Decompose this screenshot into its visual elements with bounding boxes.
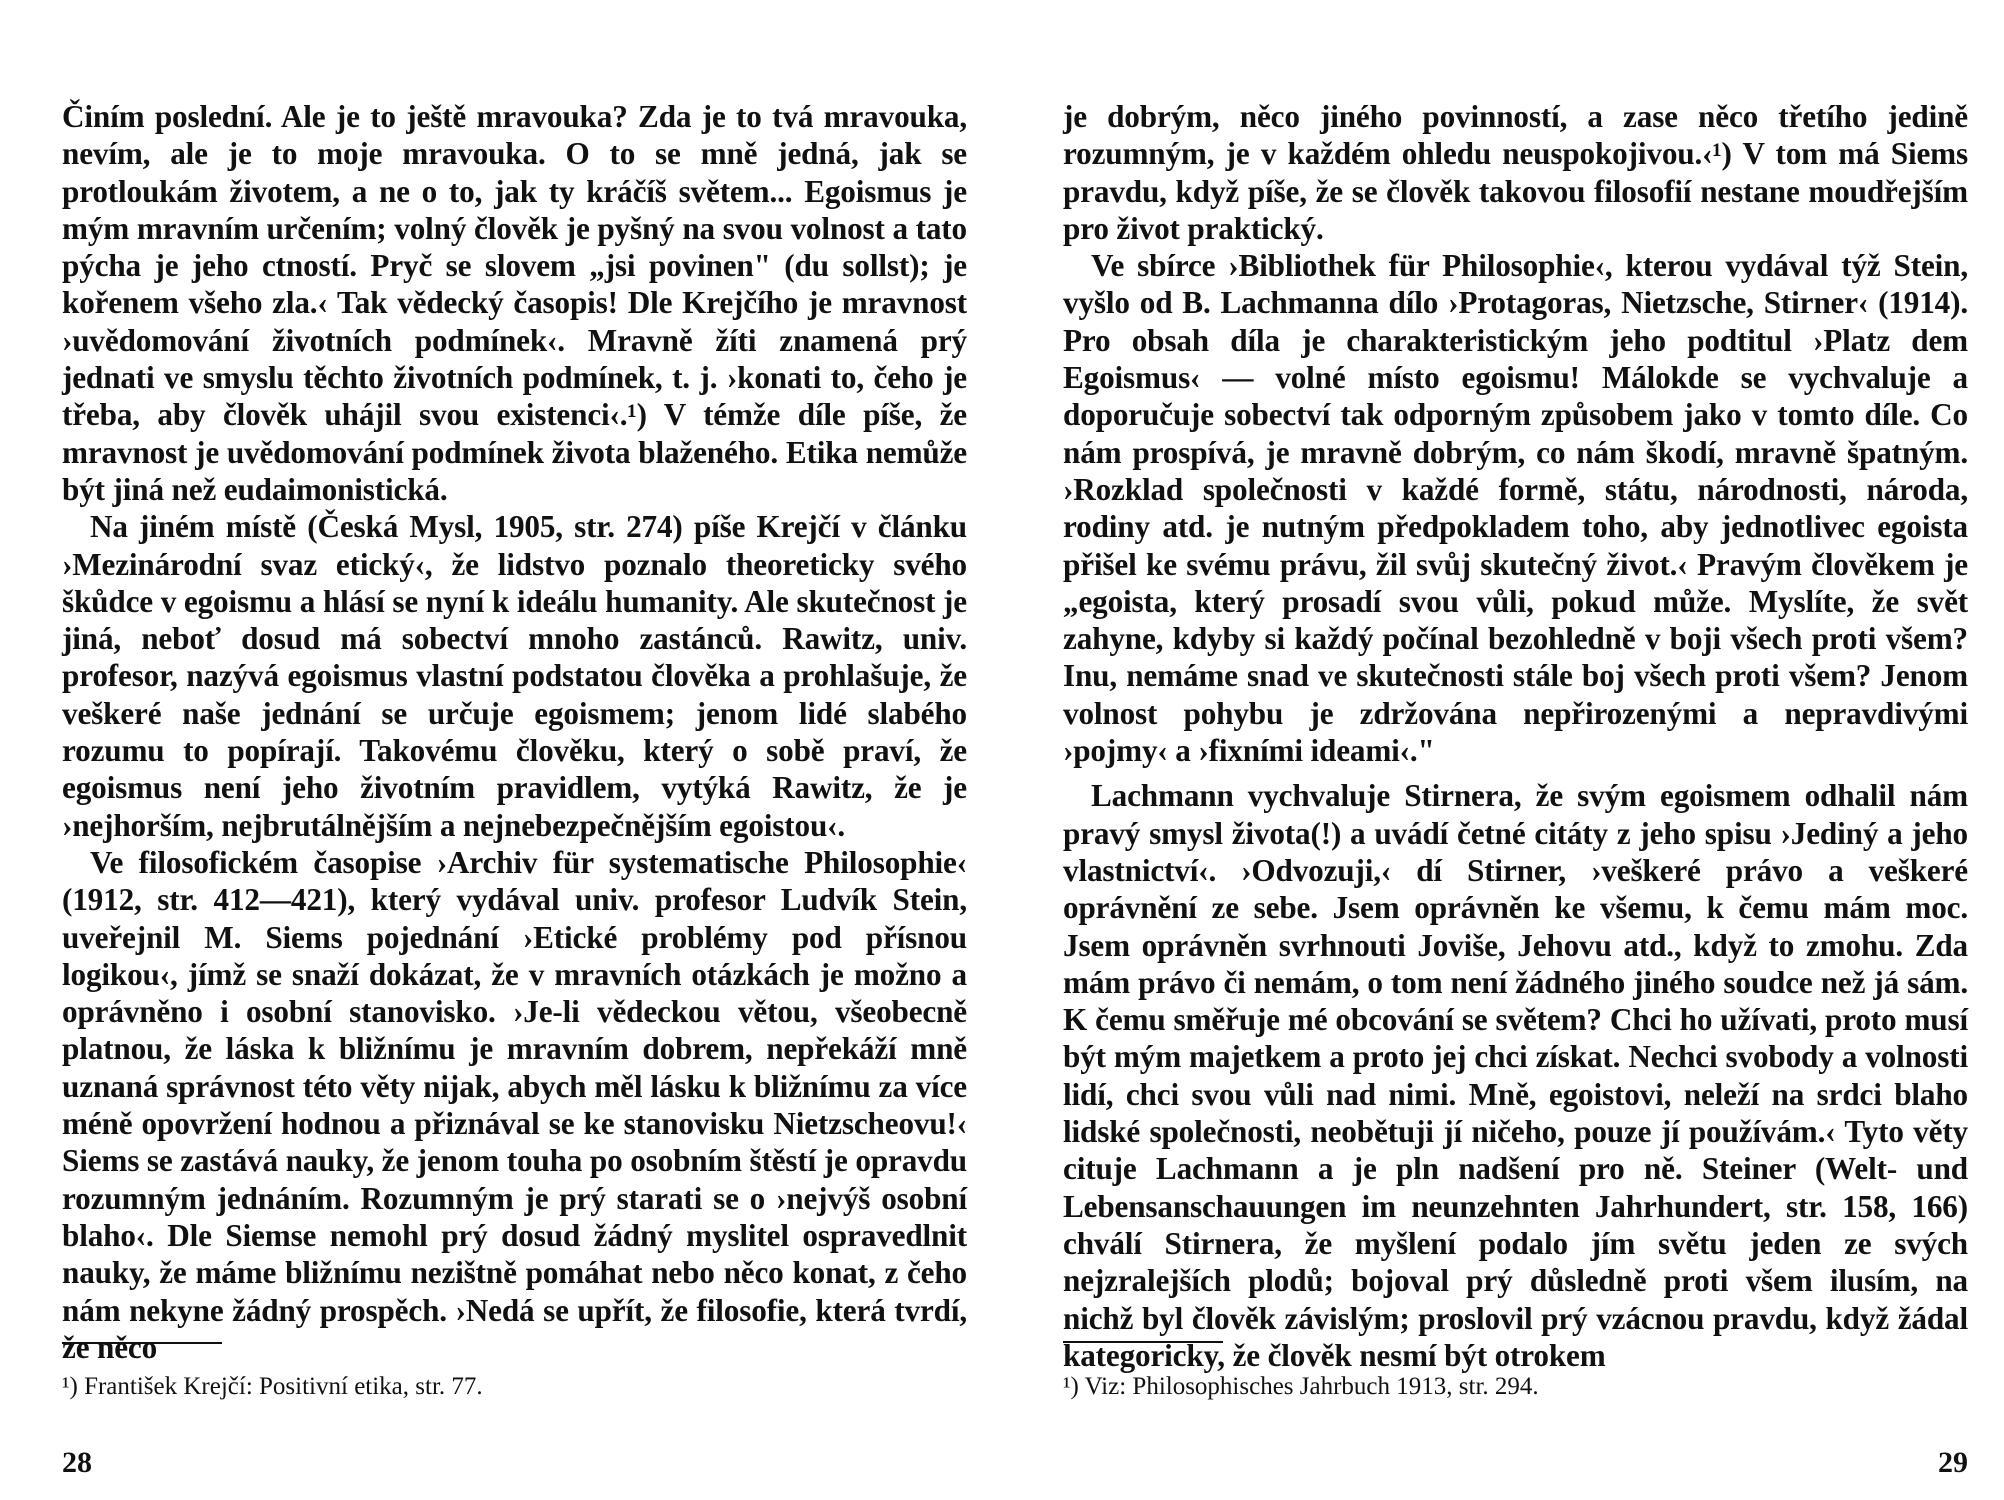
- paragraph: Ve sbírce ›Bibliothek für Philosophie‹, kterou vydával týž Stein, vyšlo od B. Lachmanna dílo ›Protagoras, Nietzsche, Stirner‹ (1914). Pro obsah díla je charakteristickým jeho podtitul ›Platz dem Egoismus‹ — volné místo egoismu! Málokde se vychvaluje a doporučuje sobectví tak odporným způsobem jako v tomto díle. Co nám prospívá, je mravně dobrým, co nám škodí, mravně špatným. ›Rozklad společnosti v každé formě, státu, národnosti, národa, rodiny atd. je nutným předpokladem toho, aby jednotlivec egoista přišel ke svému právu, žil svůj skutečný život.‹ Pravým člověkem je „egoista, který prosadí svou vůli, pokud může. Myslíte, že svět zahyne, kdyby si každý počínal bezohledně v boji všech proti všem? Inu, nemáme snad ve skutečnosti stále boj všech proti všem? Jenom volnost pohybu je zdržována nepřirozenými a nepravdivými ›pojmy‹ a ›fixními ideami‹.": [1063, 248, 1968, 769]
- right-page: [1063, 0, 1968, 1500]
- footnote-divider: [62, 1342, 222, 1344]
- paragraph: Ve filosofickém časopise ›Archiv für systematische Philosophie‹ (1912, str. 412—421), který vydával univ. profesor Ludvík Stein, uveřejnil M. Siems pojednání ›Etické problémy pod přísnou logikou‹, jímž se snaží dokázat, že v mravních otázkách je možno a oprávněno i osobní stanovisko. ›Je-li vědeckou větou, všeobecně platnou, že láska k bližnímu je mravním dobrem, nepřekáží mně uznaná správnost této věty nijak, abych měl lásku k bližnímu za více méně opovržení hodnou a přiznával se ke stanovisku Nietzscheovu!‹ Siems se zastává nauky, že jenom touha po osobním štěstí je opravdu rozumným jednáním. Rozumným je prý starati se o ›nejvýš osobní blaho‹. Dle Siemse nemohl prý dosud žádný myslitel ospravedlnit nauky, že máme bližnímu nezištně pomáhat nebo něco konat, z čeho nám nekyne žádný prospěch. ›Nedá se upřít, že filosofie, která tvrdí, že něco: [62, 844, 967, 1365]
- page-number: 29: [1938, 1446, 1968, 1479]
- paragraph: Lachmann vychvaluje Stirnera, že svým egoismem odhalil nám pravý smysl života(!) a uvádí četné citáty z jeho spisu ›Jediný a jeho vlastnictví‹. ›Odvozuji,‹ dí Stirner, ›veškeré právo a veškeré oprávnění ze sebe. Jsem oprávněn ke všemu, k čemu mám moc. Jsem oprávněn svrhnouti Joviše, Jehovu atd., když to zmohu. Zda mám právo či nemám, o tom není žádného jiného soudce než já sám. K čemu směřuje mé obcování se světem? Chci ho užívati, proto musí být mým majetkem a proto jej chci získat. Nechci svobody a volnosti lidí, chci svou vůli nad nimi. Mně, egoistovi, neleží na srdci blaho lidské společnosti, neobětuji jí ničeho, pouze jí používám.‹ Tyto věty cituje Lachmann a je pln nadšení pro ně. Steiner (Welt- und Lebensanschauungen im neunzehnten Jahrhundert, str. 158, 166) chválí Stirnera, že myšlení podalo jím světu jeden ze svých nejzralejších plodů; bojoval prý důsledně proti všem ilusím, na nichž byl člověk závislým; proslovil prý vzácnou pravdu, když žádal kategoricky, že člověk nesmí být otrokem: [1063, 778, 1968, 1373]
- paragraph: Činím poslední. Ale je to ještě mravouka? Zda je to tvá mravouka, nevím, ale je to moje mravouka. O to se mně jedná, jak se protloukám životem, a ne o to, jak ty kráčíš světem... Egoismus je mým mravním určením; volný člověk je pyšný na svou volnost a tato pýcha je jeho ctností. Pryč se slovem „jsi povinen" (du sollst); je kořenem všeho zla.‹ Tak vědecký časopis! Dle Krejčího je mravnost ›uvědomování životních podmínek‹. Mravně žíti znamená prý jednati ve smyslu těchto životních podmínek, t. j. ›konati to, čeho je třeba, aby člověk uhájil svou existenci‹.¹) V témže díle píše, že mravnost je uvědomování podmínek života blaženého. Etika nemůže být jiná než eudaimonistická.: [62, 99, 967, 507]
- left-page-body: [62, 98, 967, 1366]
- footnote: ¹) Viz: Philosophisches Jahrbuch 1913, str. 294.: [1063, 1373, 1539, 1400]
- left-page: [62, 0, 967, 1500]
- page-number: 28: [62, 1446, 92, 1479]
- footnote-divider: [1063, 1341, 1223, 1343]
- paragraph: je dobrým, něco jiného povinností, a zase něco třetího jedině rozumným, je v každém ohledu neuspokojivou.‹¹) V tom má Siems pravdu, když píše, že se člověk takovou filosofií nestane moudřejším pro život praktický.: [1063, 99, 1968, 246]
- paragraph: Na jiném místě (Česká Mysl, 1905, str. 274) píše Krejčí v článku ›Mezinárodní svaz etický‹, že lidstvo poznalo theoreticky svého škůdce v egoismu a hlásí se nyní k ideálu humanity. Ale skutečnost je jiná, neboť dosud má sobectví mnoho zastánců. Rawitz, univ. profesor, nazývá egoismus vlastní podstatou člověka a prohlašuje, že veškeré naše jednání se určuje egoismem; jenom lidé slabého rozumu to popírají. Takovému člověku, který o sobě praví, že egoismus není jeho životním pravidlem, vytýká Rawitz, že je ›nejhorším, nejbrutálnějším a nejnebezpečnějším egoistou‹.: [62, 509, 967, 843]
- right-page-body: [1063, 98, 1968, 1374]
- footnote: ¹) František Krejčí: Positivní etika, str. 77.: [62, 1373, 483, 1400]
